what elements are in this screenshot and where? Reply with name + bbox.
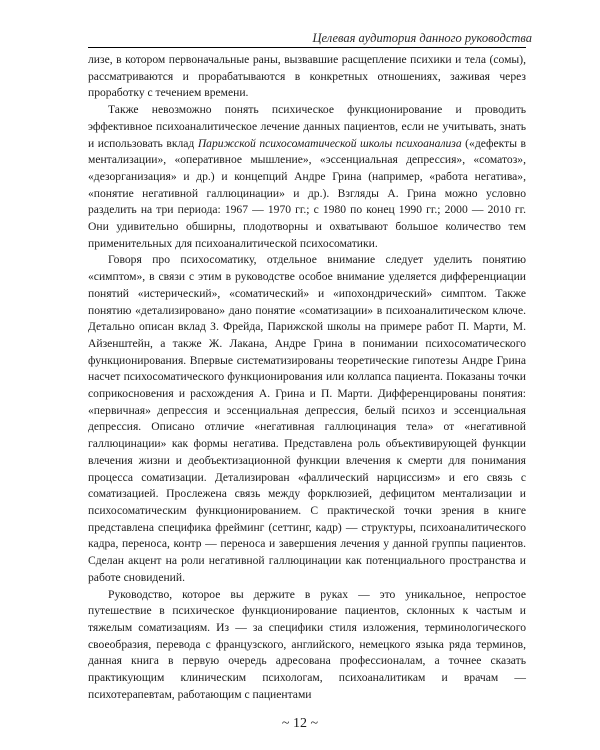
header-rule [88, 47, 526, 48]
paragraph-1: лизе, в котором первоначальные раны, вызвавшие расщепление психики и тела (сомы), рассматриваются и прорабатываются в конкретных отношениях, заживая через проработку с течением времени. [88, 53, 526, 100]
running-head: Целевая аудитория данного руководства [312, 31, 532, 45]
paragraph-4: Руководство, которое вы держите в руках — это уникальное, непростое путешествие в психическое функционирование пациентов, склонных к частым и тяжелым соматизациям. Из — за специфики стиля изложения, терминологического своеобразия, перевода с французского, английского, немецкого языка ряда терминов, данная книга в первую очередь адресована профессионалам, а точнее сказать практикующим клиническим психологам, психоаналитикам и врачам — психотерапевтам, работающим с пациентами [88, 587, 526, 701]
paragraph-2-emphasis: Парижской психосоматической школы психоанализа [197, 136, 462, 150]
paragraph-2-text-a: Также невозможно понять психическое функционирование и проводить эффективное психоаналитическое лечение данных пациентов, если не учитывать, знать и использовать вклад [88, 103, 526, 150]
paragraph-3: Говоря про психосоматику, отдельное внимание следует уделить понятию «симптом», в связи с этим в руководстве особое внимание уделяется дифференциации понятий «истерический», «соматический» и «ипохондрический» симптом. Также понятию «детализировано» дано понятие «соматизации» в психоаналитическом ключе. Детально описан вклад З. Фрейда, Парижской школы на примере работ П. Марти, М. Айзенштейн, а также Ж. Лакана, Андре Грина в понимании психосоматического функционирования. Впервые систематизированы теоретические гипотезы Андре Грина насчет психосоматического функционирования или коллапса пациента. Показаны точки соприкосновения и расхождения А. Грина и П. Марти. Дифференцированы понятия: «первичная» депрессия и эссенциальная депрессия, белый психоз и эссенциальная депрессия. Описано отличие «негативная галлюцинация тела» от «негативной галлюцинации» как формы негатива. Представлена роль объективирующей функции влечения жизни и деобъектизационной функции влечения к смерти для понимания процесса соматизации. Детализирован «фаллический нарциссизм» и его связь с соматизацией. Прослежена связь между форклюзией, дефицитом ментализации и психосоматическим функционированием. С практической точки зрения в книге представлена специфика фрейминг (сеттинг, кадр) — структуры, психоаналитического кадра, переноса, контр — переноса и завершения лечения у данной группы пациентов. Сделан акцент на роли негативной галлюцинации как потенциального пространства и работе сновидений. [88, 253, 526, 584]
paragraph-2-text-b: («дефекты в ментализации», «оперативное мышление», «эссенциальная депрессия», «соматоз», «дезорганизация» и др.) и концепций Андре Грина (например, «работа негатива», «понятие негативной галлюцинации» и др.). Взгляды А. Грина можно условно разделить на три периода: 1967 — 1970 гг.; с 1980 по конец 1990 гг.; 2000 — 2010 гг. Они удивительно обширны, плодотворны и охватывают большое количество тем применительных для психоаналитической психосоматики. [88, 136, 526, 250]
paragraph-2 [88, 102, 526, 252]
page-number: ~ 12 ~ [281, 716, 319, 731]
body-text [88, 52, 526, 703]
